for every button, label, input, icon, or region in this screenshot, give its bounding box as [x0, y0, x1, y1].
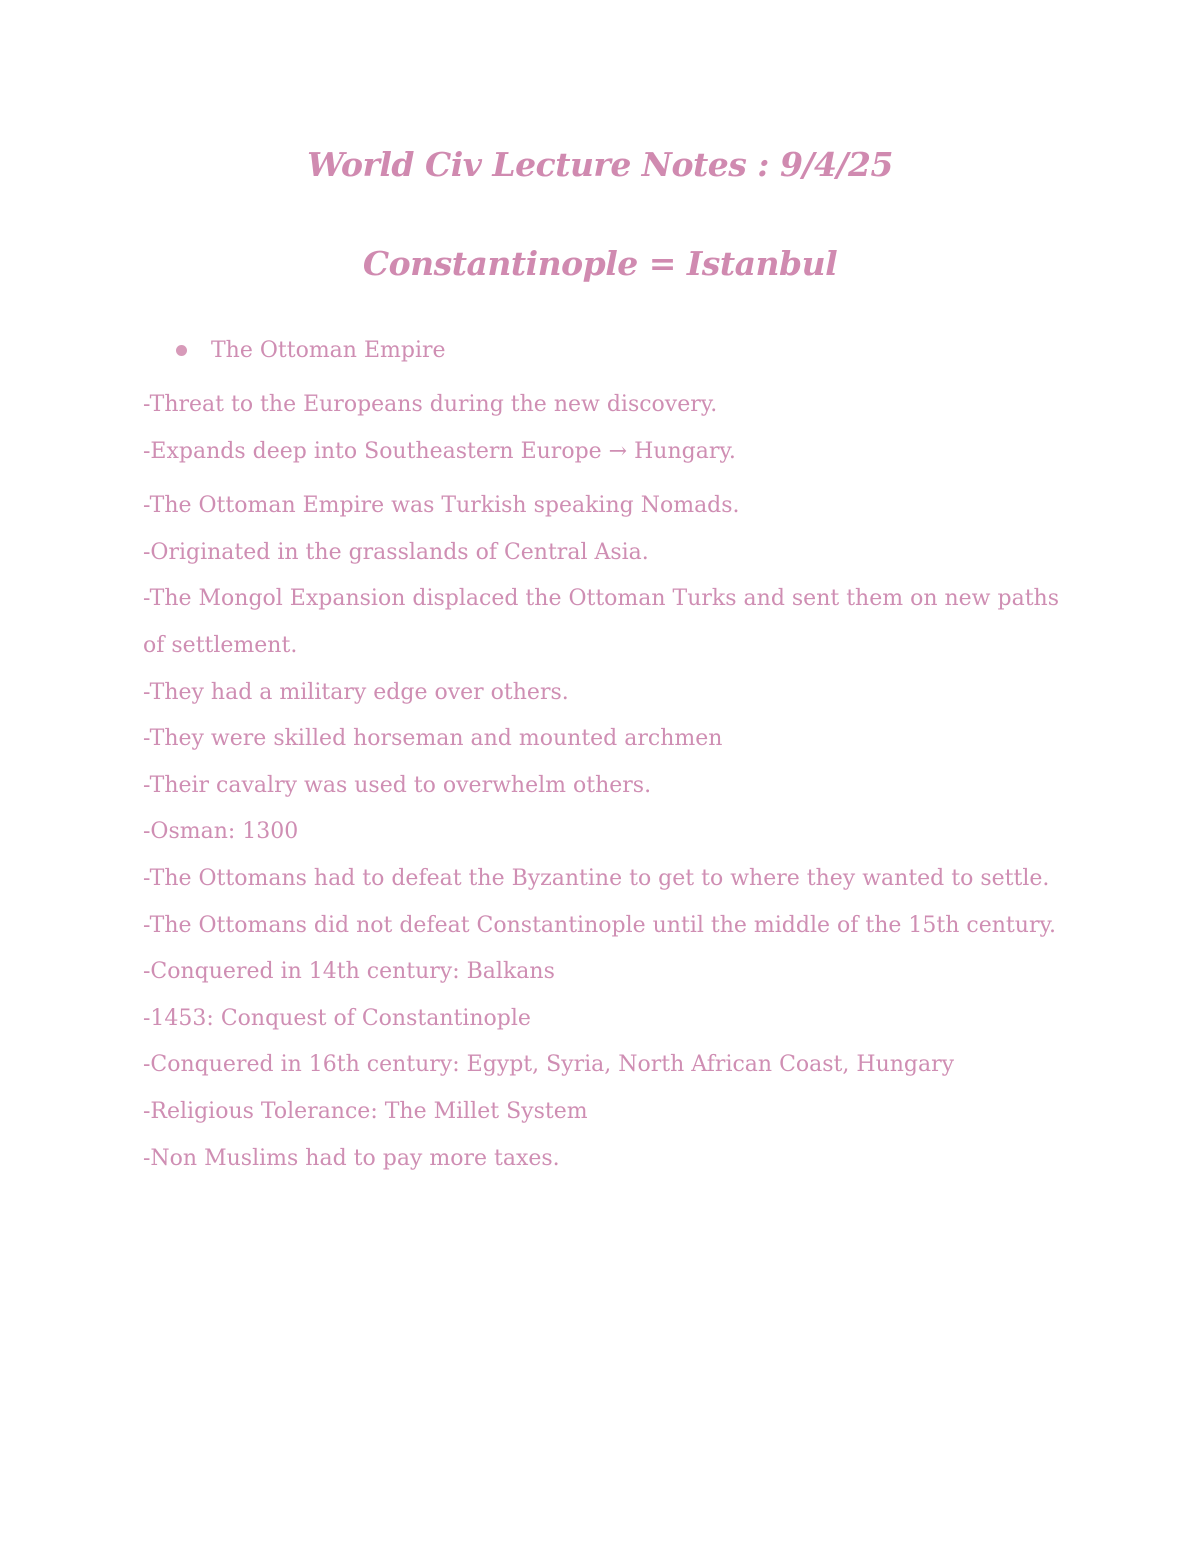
- note-line: -Religious Tolerance: The Millet System: [143, 1098, 588, 1124]
- note-line: -Their cavalry was used to overwhelm others.: [143, 772, 652, 798]
- note-line: -Osman: 1300: [143, 819, 299, 845]
- note-line: -1453: Conquest of Constantinople: [143, 1005, 531, 1031]
- note-line: -The Ottoman Empire was Turkish speaking Nomads.: [143, 493, 740, 519]
- note-line: -They had a military edge over others.: [143, 679, 569, 705]
- page-title: World Civ Lecture Notes : 9/4/25: [307, 145, 893, 184]
- note-line: -Non Muslims had to pay more taxes.: [143, 1145, 560, 1171]
- bullet-list-item: [176, 338, 446, 363]
- note-line: -Originated in the grasslands of Central Asia.: [143, 539, 649, 565]
- note-line: -Threat to the Europeans during the new discovery.: [143, 392, 718, 417]
- note-line: -Conquered in 14th century: Balkans: [143, 959, 555, 985]
- bullet-dot-icon: [176, 345, 187, 356]
- note-line: -The Ottomans did not defeat Constantinople until the middle of the 15th century.: [143, 912, 1056, 938]
- note-line: -The Mongol Expansion displaced the Ottoman Turks and sent them on new paths of settlement.: [143, 586, 1060, 658]
- page-subtitle: Constantinople = Istanbul: [362, 244, 838, 283]
- notes-body: [143, 382, 1073, 1182]
- note-line: -Expands deep into Southeastern Europe → Hungary.: [143, 438, 736, 464]
- note-line: -They were skilled horseman and mounted archmen: [143, 726, 723, 752]
- note-line: -Conquered in 16th century: Egypt, Syria, North African Coast, Hungary: [143, 1052, 955, 1078]
- bullet-item-text: The Ottoman Empire: [211, 338, 446, 363]
- note-line: -The Ottomans had to defeat the Byzantine to get to where they wanted to settle.: [143, 865, 1050, 891]
